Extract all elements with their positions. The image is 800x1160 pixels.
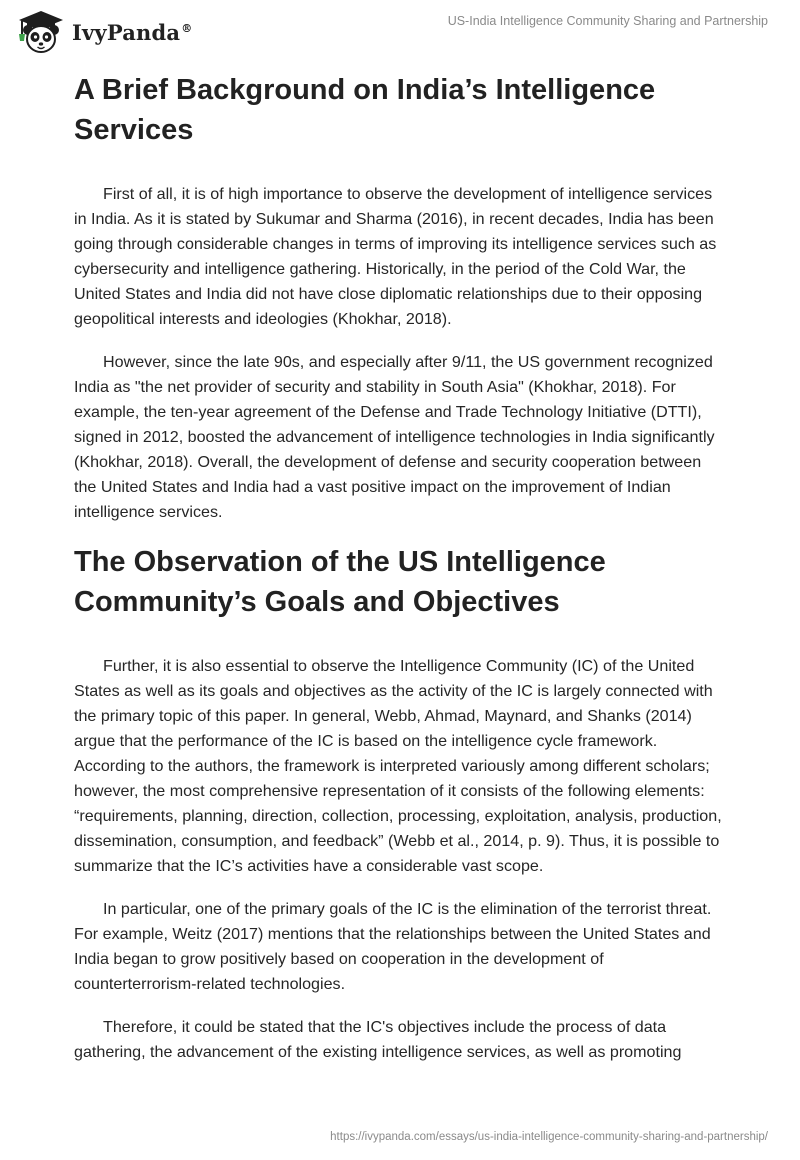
brand-logo[interactable]: [16, 10, 192, 54]
section-heading: A Brief Background on India’s Intelligence Services: [74, 74, 656, 146]
paragraph: First of all, it is of high importance to observe the development of intelligence services in India. As it is stated by Sukumar and Sharma (2016), in recent decades, India has been going through considerable changes in terms of improving its intelligence services such as cybersecurity and intelligence gathering. Historically, in the period of the Cold War, the United States and India did not have close diplomatic relationships due to their opposing geopolitical interests and ideologies (Khokhar, 2018).: [74, 185, 717, 328]
paragraph: Further, it is also essential to observe the Intelligence Community (IC) of the United States as well as its goals and objectives as the activity of the IC is largely connected with the primary topic of this paper. In general, Webb, Ahmad, Maynard, and Shanks (2014) argue that the performance of the IC is based on the intelligence cycle framework. According to the authors, the framework is interpreted variously among different scholars; however, the most comprehensive representation of it consists of the following elements: “requirements, planning, direction, collection, processing, exploitation, analysis, production, dissemination, consumption, and feedback” (Webb et al., 2014, p. 9). Thus, it is possible to summarize that the IC’s activities have a considerable vast scope.: [74, 657, 722, 875]
registered-mark: ®: [181, 21, 193, 35]
page-header: [0, 0, 800, 66]
essay-content: [74, 70, 726, 1065]
document-title: US-India Intelligence Community Sharing and Partnership: [447, 14, 768, 28]
brand-name: IvyPanda®: [72, 19, 193, 45]
paragraph: However, since the late 90s, and especially after 9/11, the US government recognized India as "the net provider of security and stability in South Asia" (Khokhar, 2018). For example, the ten-year agreement of the Defense and Trade Technology Initiative (DTTI), signed in 2012, boosted the advancement of intelligence technologies in India significantly (Khokhar, 2018). Overall, the development of defense and security cooperation between the United States and India had a vast positive impact on the improvement of Indian intelligence services.: [74, 353, 715, 521]
section-heading: The Observation of the US Intelligence Community’s Goals and Objectives: [74, 546, 606, 618]
panda-graduate-logo-icon: [16, 10, 66, 54]
paragraph: Therefore, it could be stated that the IC's objectives include the process of data gathering, the advancement of the existing intelligence services, as well as promoting: [74, 1018, 682, 1061]
source-url[interactable]: https://ivypanda.com/essays/us-india-intelligence-community-sharing-and-partnership/: [330, 1131, 768, 1143]
paragraph: In particular, one of the primary goals of the IC is the elimination of the terrorist threat. For example, Weitz (2017) mentions that the relationships between the United States and India began to grow positively based on cooperation in the development of counterterrorism-related technologies.: [74, 900, 712, 993]
